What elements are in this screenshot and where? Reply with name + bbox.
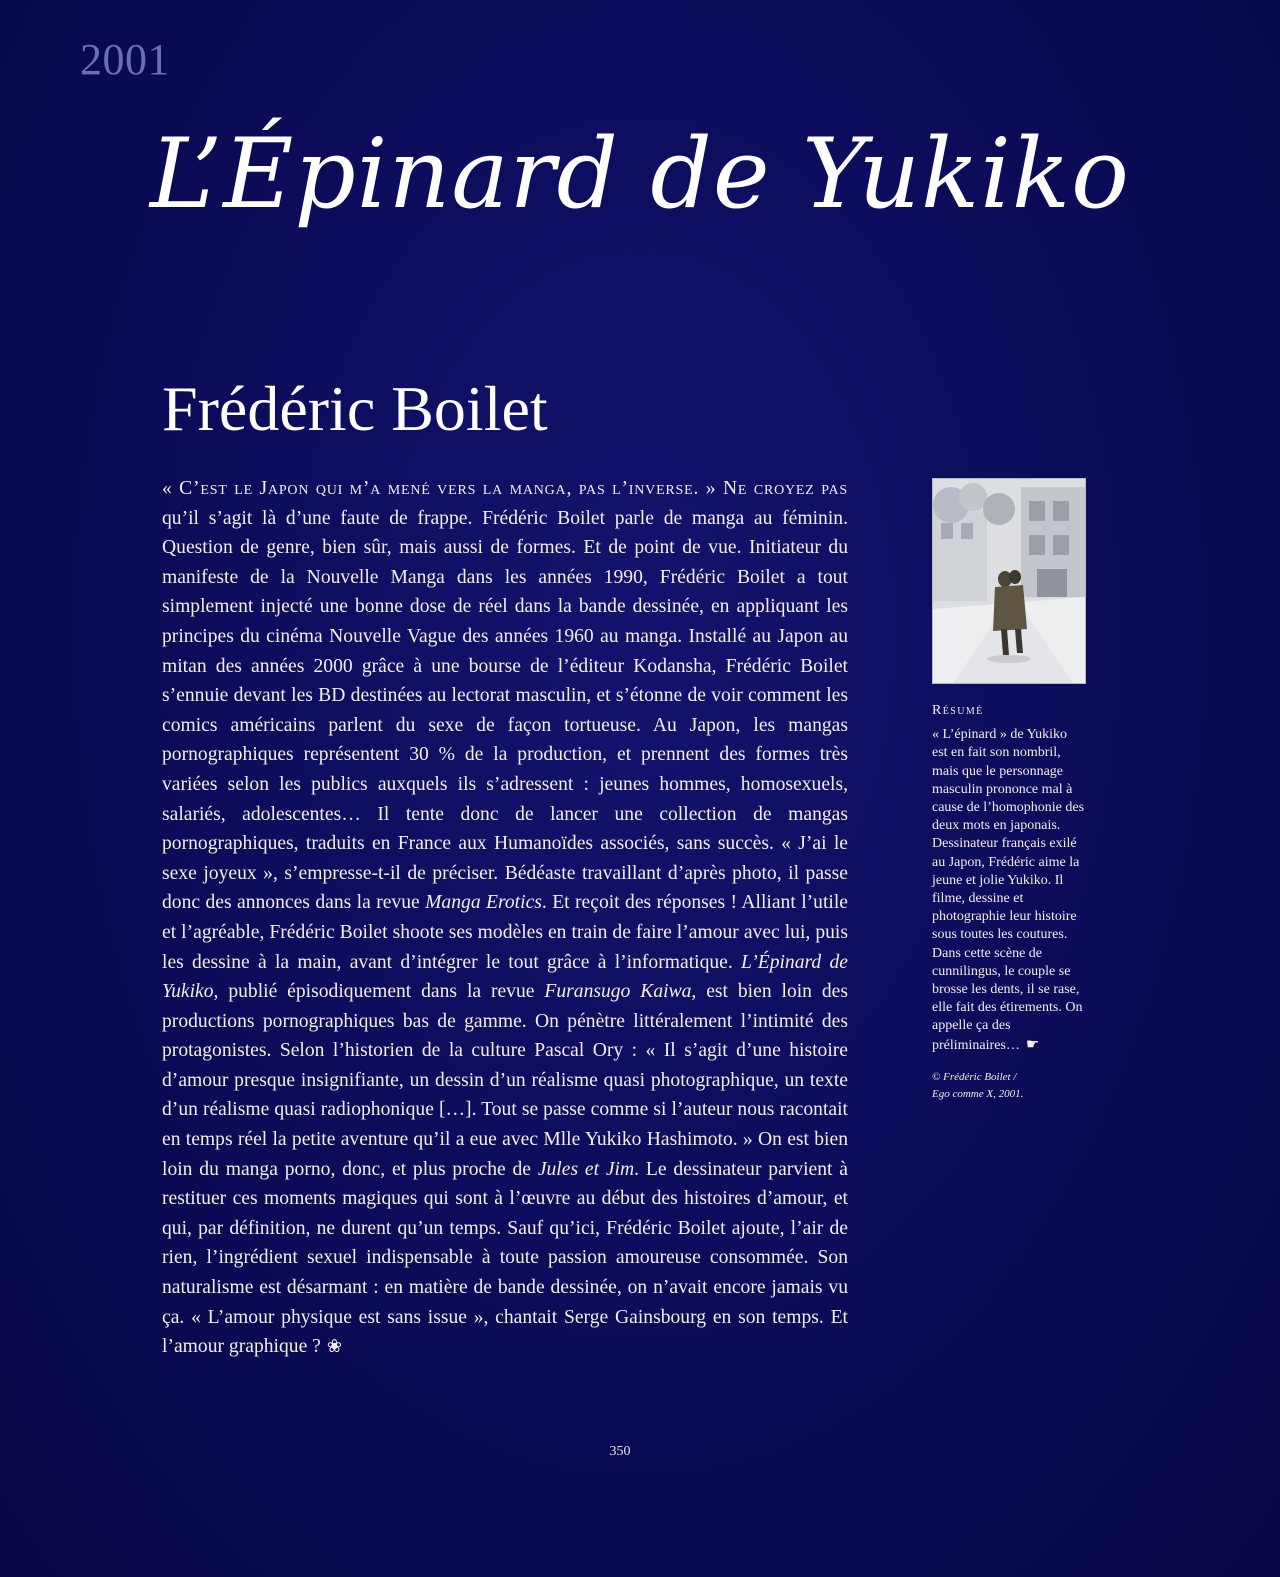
article-lead: « C’est le Japon qui m’a mené vers la manga, pas l’inverse. » Ne croyez pas <box>162 478 848 499</box>
article-body <box>162 474 848 1362</box>
article-title-jules-et-jim: Jules et Jim <box>537 1158 635 1180</box>
article-title-manga-erotics: Manga Erotics <box>425 892 542 914</box>
summary-body: « L’épinard » de Yukiko est en fait son nombril, mais que le personnage masculin prononce mal à cause de l’homophonie des deux mots en japonais. Dessinateur français exilé au Japon, Frédéric aime la jeune et jolie Yukiko. Il filme, dessine et photographie leur histoire sous toutes les coutures. Dans cette scène de cunnilingus, le couple se brosse les dents, il se rase, elle fait des étirements. On appelle ça des préliminaires… <box>932 727 1085 1053</box>
credit-line-1: © Frédéric Boilet / <box>932 1070 1017 1083</box>
article-title-furansugo: Furansugo Kaiwa, <box>544 981 697 1003</box>
article-text-3: publié épisodiquement dans la revue <box>218 981 545 1003</box>
year-label: 2001 <box>80 35 170 84</box>
page-title: L’Épinard de Yukiko <box>150 118 1130 230</box>
fleuron-icon: ❀ <box>326 1336 342 1357</box>
article-text-4: est bien loin des productions pornographiques bas de gamme. On pénètre littéralement l’intimité des protagonistes. Selon l’historien de la culture Pascal Ory : « Il s’agit d’une histoire d’amour presque insignifiante, un dessin d’un réalisme quasi photographique, un texte d’un réalisme quasi radiophonique […]. Tout se passe comme si l’auteur nous racontait en temps réel la petite aventure qu’il a eue avec Mlle Yukiko Hashimoto. » On est bien loin du manga porno, donc, et plus proche de <box>162 981 848 1180</box>
summary-text <box>932 726 1084 1055</box>
pointing-hand-icon: ☛ <box>1025 1036 1040 1053</box>
article-text-5: . Le dessinateur parvient à restituer ces moments magiques qui sont à l’œuvre au début des histoires d’amour, et qui, par définition, ne durent qu’un temps. Sauf qu’ici, Frédéric Boilet ajoute, l’air de rien, l’ingrédient sexuel indispensable à toute passion amoureuse consommée. Son naturalisme est désarmant : en matière de bande dessinée, on n’avait encore jamais vu ça. « L’amour physique est sans issue », chantait Serge Gainsbourg en son temps. Et l’amour graphique ? <box>162 1158 848 1358</box>
article-text-1: qu’il s’agit là d’une faute de frappe. Frédéric Boilet parle de manga au féminin. Question de genre, bien sûr, mais aussi de formes. Et de point de vue. Initiateur du manifeste de la Nouvelle Manga dans les années 1990, Frédéric Boilet a tout simplement injecté une bonne dose de réel dans la bande dessinée, en appliquant les principes du cinéma Nouvelle Vague des années 1960 au manga. Installé au Japon au mitan des années 2000 grâce à une bourse de l’éditeur Kodansha, Frédéric Boilet s’ennuie devant les BD destinées au lectorat masculin, et s’étonne de voir comment les comics américains parlent du sexe de façon tortueuse. Au Japon, les mangas pornographiques représentent 30 % de la production, et prennent des formes très variées selon les publics auxquels ils s’adressent : jeunes hommes, homosexuels, salariés, adolescentes… Il tente donc de lancer une collection de mangas pornographiques, traduits en France aux Humanoïdes associés, sans succès. « J’ai le sexe joyeux », s’empresse-t-il de préciser. Bédéaste travaillant d’après photo, il passe donc des annonces dans la revue <box>162 507 848 914</box>
article-title-epinard: L’Épinard de Yukiko, <box>162 951 848 1003</box>
comic-panel-image <box>932 478 1086 684</box>
author-name: Frédéric Boilet <box>162 373 548 444</box>
comic-panel-illustration <box>933 479 1085 683</box>
page-number: 350 <box>609 1444 631 1459</box>
summary-heading: Résumé <box>932 703 984 718</box>
credit-line-2: Ego comme X, 2001. <box>932 1087 1024 1100</box>
article-text-2: . Et reçoit des réponses ! Alliant l’utile et l’agréable, Frédéric Boilet shoote ses modèles en train de faire l’amour avec lui, puis les dessine à la main, avant d’intégrer le tout grâce à l’informatique. <box>162 892 848 973</box>
image-credit <box>932 1069 1084 1103</box>
summary-sidebar <box>932 702 1084 1103</box>
